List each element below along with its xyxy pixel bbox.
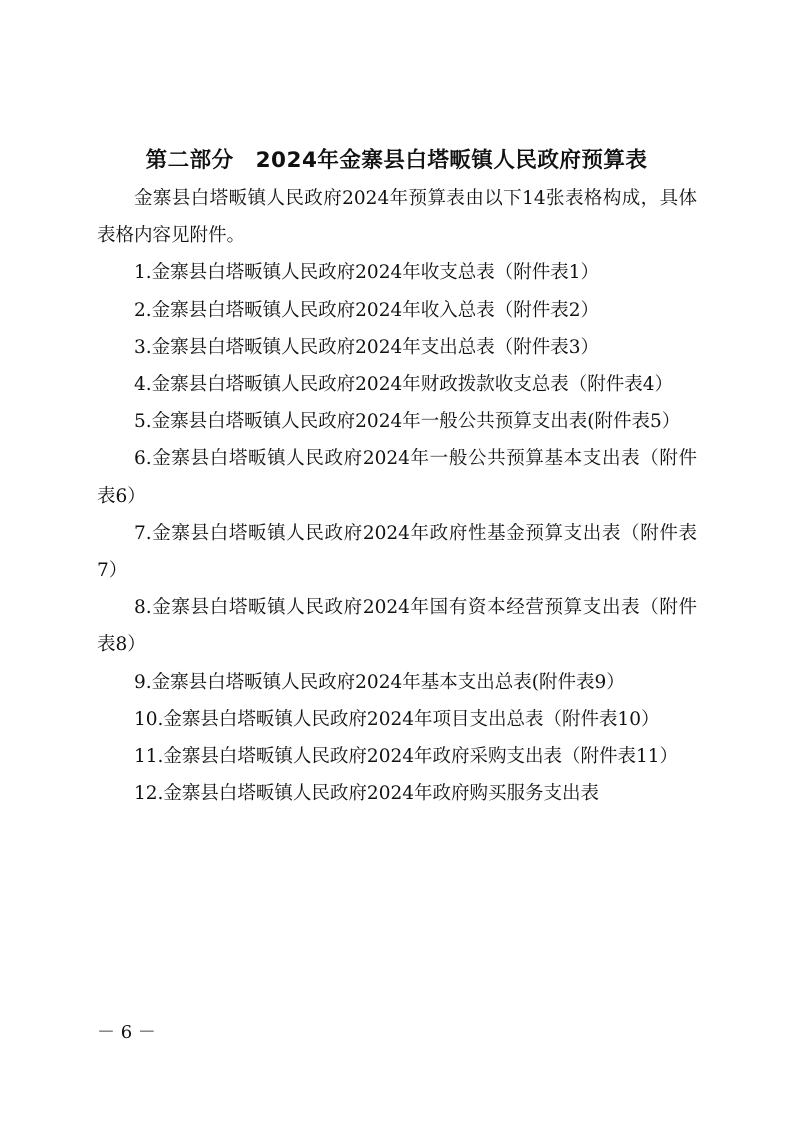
list-item: 12.金寨县白塔畈镇人民政府2024年政府购买服务支出表 <box>134 783 600 805</box>
list-item: 4.金寨县白塔畈镇人民政府2024年财政拨款收支总表（附件表4） <box>134 374 674 396</box>
list-item: 1.金寨县白塔畈镇人民政府2024年收支总表（附件表1） <box>134 262 600 284</box>
list-item: 9.金寨县白塔畈镇人民政府2024年基本支出总表(附件表9） <box>134 671 625 693</box>
list-item: 8.金寨县白塔畈镇人民政府2024年国有资本经营预算支出表（附件表8） <box>97 597 697 656</box>
page-title: 第二部分 2024年金寨县白塔畈镇人民政府预算表 <box>145 148 648 173</box>
list-item: 2.金寨县白塔畈镇人民政府2024年收入总表（附件表2） <box>134 299 600 321</box>
list-item: 11.金寨县白塔畈镇人民政府2024年政府采购支出表（附件表11） <box>134 746 679 768</box>
document-body <box>97 180 697 812</box>
list-item: 3.金寨县白塔畈镇人民政府2024年支出总表（附件表3） <box>134 336 600 358</box>
page-number: － 6 － <box>97 1022 156 1043</box>
list-item: 7.金寨县白塔畈镇人民政府2024年政府性基金预算支出表（附件表7） <box>97 522 697 582</box>
intro-paragraph: 金寨县白塔畈镇人民政府2024年预算表由以下14张表格构成，具体表格内容见附件。 <box>97 188 697 247</box>
list-item: 5.金寨县白塔畈镇人民政府2024年一般公共预算支出表(附件表5） <box>134 411 681 433</box>
list-item: 6.金寨县白塔畈镇人民政府2024年一般公共预算基本支出表（附件表6） <box>97 448 697 507</box>
list-item: 10.金寨县白塔畈镇人民政府2024年项目支出总表（附件表10） <box>134 708 660 730</box>
